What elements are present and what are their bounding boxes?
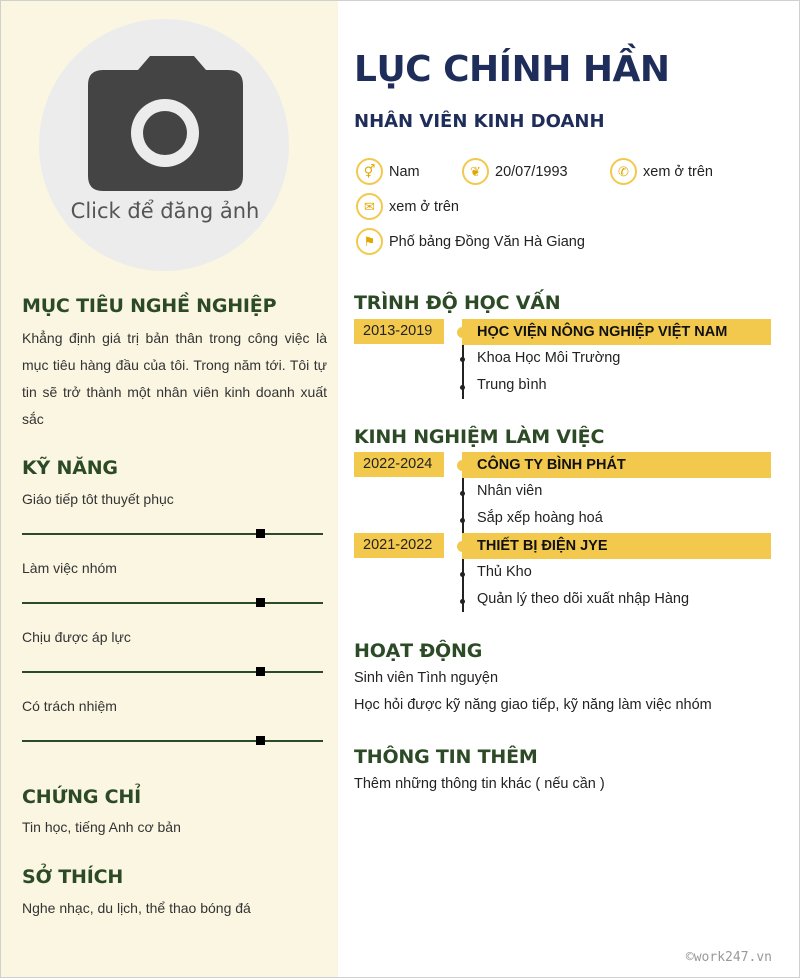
experience-period: 2021-2022	[354, 533, 444, 558]
experience-heading: KINH NGHIỆM LÀM VIỆC	[354, 426, 605, 448]
timeline-dot	[460, 385, 465, 390]
job-title: NHÂN VIÊN KINH DOANH	[354, 111, 605, 132]
skill-bar	[22, 533, 323, 535]
skill-bar	[22, 671, 323, 673]
certificates-heading: CHỨNG CHỈ	[22, 786, 141, 808]
phone-icon: ✆	[610, 158, 637, 185]
experience-detail: Thủ Kho	[477, 564, 532, 580]
education-school: HỌC VIỆN NÔNG NGHIỆP VIỆT NAM	[462, 319, 771, 345]
gender-info	[356, 158, 420, 185]
timeline-dot	[460, 357, 465, 362]
certificates-text: Tin học, tiếng Anh cơ bản	[22, 819, 181, 835]
experience-company: CÔNG TY BÌNH PHÁT	[462, 452, 771, 478]
skill-level-marker	[256, 598, 265, 607]
email-info	[356, 193, 459, 220]
experience-detail: Quản lý theo dõi xuất nhập Hàng	[477, 591, 690, 607]
hobbies-heading: SỞ THÍCH	[22, 866, 124, 888]
experience-period: 2022-2024	[354, 452, 444, 477]
additional-info-heading: THÔNG TIN THÊM	[354, 746, 538, 768]
timeline-dot	[460, 599, 465, 604]
experience-company: THIẾT BỊ ĐIỆN JYE	[462, 533, 771, 559]
skill-level-marker	[256, 667, 265, 676]
camera-icon	[88, 56, 243, 191]
birthday-value: 20/07/1993	[495, 163, 568, 180]
avatar-caption: Click để đăng ảnh	[70, 199, 260, 223]
additional-info-text: Thêm những thông tin khác ( nếu cần )	[354, 776, 605, 792]
address-info	[356, 228, 585, 255]
timeline-dot	[457, 460, 468, 471]
phone-value: xem ở trên	[643, 163, 713, 180]
candidate-name: LỤC CHÍNH HẦN	[354, 49, 670, 90]
objective-text: Khẳng định giá trị bản thân trong công việc là mục tiêu hàng đầu của tôi. Trong năm tới. Tôi tự tin sẽ trở thành một nhân viên kinh doanh xuất sắc	[22, 330, 327, 427]
timeline-dot	[457, 541, 468, 552]
timeline-dot	[460, 491, 465, 496]
activities-heading: HOẠT ĐỘNG	[354, 640, 483, 662]
email-value: xem ở trên	[389, 198, 459, 215]
address-value: Phố bảng Đồng Văn Hà Giang	[389, 233, 585, 250]
map-icon: ⚑	[356, 228, 383, 255]
hobbies-text: Nghe nhạc, du lịch, thể thao bóng đá	[22, 900, 251, 916]
mail-icon: ✉	[356, 193, 383, 220]
education-detail: Trung bình	[477, 377, 547, 393]
skill-level-marker	[256, 529, 265, 538]
birthday-info	[462, 158, 568, 185]
sidebar	[1, 1, 338, 977]
skill-bar	[22, 602, 323, 604]
education-period: 2013-2019	[354, 319, 444, 344]
skill-label: Có trách nhiệm	[22, 698, 117, 714]
cake-icon: ❦	[462, 158, 489, 185]
activity-line: Sinh viên Tình nguyện	[354, 670, 499, 686]
skills-heading: KỸ NĂNG	[22, 457, 118, 479]
education-heading: TRÌNH ĐỘ HỌC VẤN	[354, 292, 561, 314]
experience-detail: Sắp xếp hoàng hoá	[477, 510, 603, 526]
activity-line: Học hỏi được kỹ năng giao tiếp, kỹ năng làm việc nhóm	[354, 697, 712, 713]
skill-level-marker	[256, 736, 265, 745]
watermark: ©work247.vn	[685, 950, 772, 965]
skill-bar	[22, 740, 323, 742]
skill-label: Giáo tiếp tôt thuyết phục	[22, 491, 174, 507]
phone-info	[610, 158, 713, 185]
gender-value: Nam	[389, 163, 420, 180]
avatar-upload[interactable]	[39, 19, 289, 271]
objective-heading: MỤC TIÊU NGHỀ NGHIỆP	[22, 295, 277, 317]
skill-label: Làm việc nhóm	[22, 560, 117, 576]
education-detail: Khoa Học Môi Trường	[477, 350, 621, 366]
timeline-dot	[457, 327, 468, 338]
skill-label: Chịu được áp lực	[22, 629, 131, 645]
gender-icon: ⚥	[356, 158, 383, 185]
timeline-dot	[460, 518, 465, 523]
timeline-dot	[460, 572, 465, 577]
experience-detail: Nhân viên	[477, 483, 543, 499]
